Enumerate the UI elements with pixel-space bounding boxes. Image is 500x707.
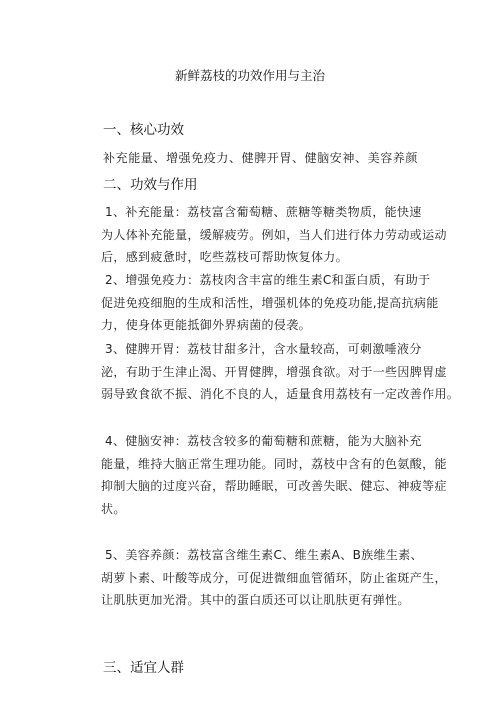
paragraph-immunity [101, 269, 439, 337]
paragraph-appetite [101, 338, 460, 406]
section-heading-suitable: 三、适宜人群 [103, 660, 184, 676]
paragraph-line: 5、美容养颜：荔枝富含维生素C、维生素A、B族维生素、 [105, 548, 423, 562]
paragraph-line: 弱导致食欲不振、消化不良的人，适量食用荔枝有一定改善作用。 [101, 387, 460, 402]
paragraph-line: 抑制大脑的过度兴奋，帮助睡眠，可改善失眠、健忘、神疲等症 [101, 479, 447, 494]
paragraph-energy [101, 201, 447, 269]
section-heading-effects: 二、功效与作用 [103, 177, 198, 193]
paragraph-brain [101, 430, 447, 520]
paragraph-line: 4、健脑安神：荔枝含较多的葡萄糖和蔗糖，能为大脑补充 [105, 434, 422, 448]
paragraph-line: 后，感到疲惫时，吃些荔枝可帮助恢复体力。 [101, 250, 349, 265]
core-effects-text: 补充能量、增强免疫力、健脾开胃、健脑安神、美容养颜 [103, 151, 419, 165]
paragraph-line: 泌，有助于生津止渴、开胃健脾，增强食欲。对于一些因脾胃虚 [101, 364, 447, 379]
document-title: 新鲜荔枝的功效作用与主治 [174, 68, 325, 83]
paragraph-line: 为人体补充能量，缓解疲劳。例如，当人们进行体力劳动或运动 [101, 227, 447, 242]
paragraph-beauty [101, 544, 447, 612]
paragraph-line: 胡萝卜素、叶酸等成分，可促进微细血管循环，防止雀斑产生， [101, 570, 447, 585]
paragraph-line: 3、健脾开胃：荔枝甘甜多汁，含水量较高，可刺激唾液分 [105, 342, 422, 356]
paragraph-line: 1、补充能量：荔枝富含葡萄糖、蔗糖等糖类物质，能快速 [105, 205, 422, 219]
paragraph-line: 状。 [101, 501, 126, 516]
paragraph-line: 让肌肤更加光滑。其中的蛋白质还可以让肌肤更有弹性。 [101, 593, 410, 608]
paragraph-line: 促进免疫细胞的生成和活性，增强机体的免疫功能,提高抗病能 [101, 295, 439, 310]
paragraph-line: 力，使身体更能抵御外界病菌的侵袭。 [101, 318, 311, 333]
paragraph-line: 2、增强免疫力：荔枝肉含丰富的维生素C和蛋白质，有助于 [105, 273, 431, 287]
section-heading-core: 一、核心功效 [103, 122, 184, 138]
paragraph-line: 能量，维持大脑正常生理功能。同时，荔枝中含有的色氨酸，能 [101, 456, 447, 471]
